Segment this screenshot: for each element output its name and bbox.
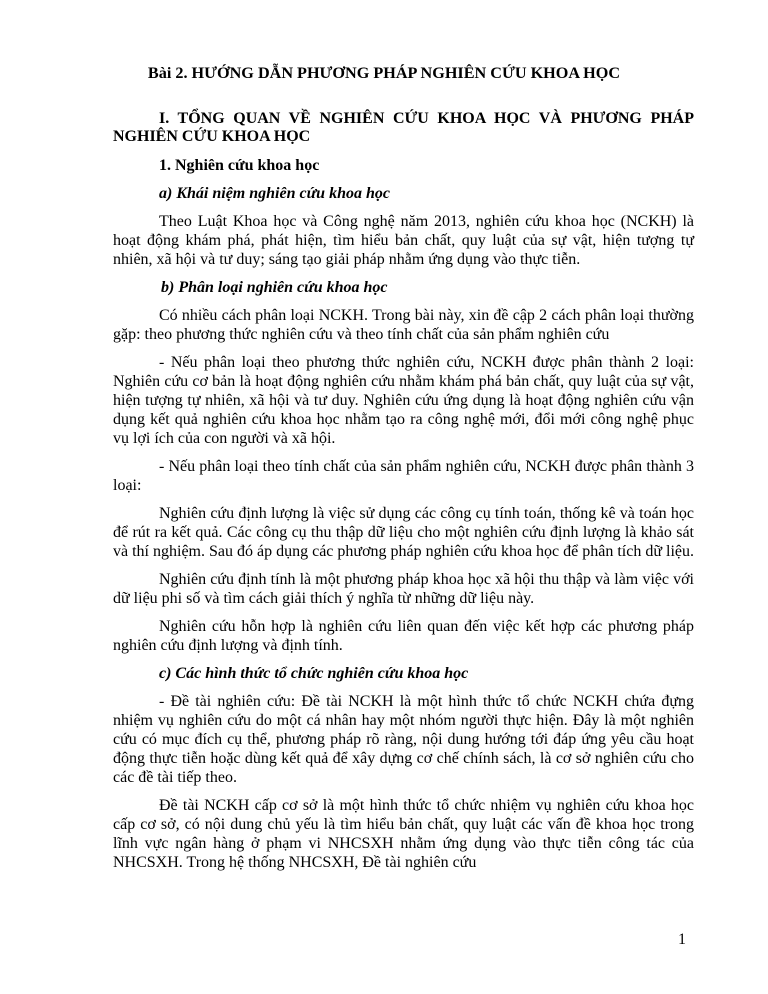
paragraph-b1: Có nhiều cách phân loại NCKH. Trong bài này, xin đề cập 2 cách phân loại thường gặp: theo phương thức nghiên cứu và theo tính chất của sản phẩm nghiên cứu [113, 307, 694, 343]
paragraph-b3: - Nếu phân loại theo tính chất của sản phẩm nghiên cứu, NCKH được phân thành 3 loại: [113, 458, 694, 494]
heading-c: c) Các hình thức tổ chức nghiên cứu khoa học [159, 665, 469, 682]
paragraph-b5: Nghiên cứu định tính là một phương pháp khoa học xã hội thu thập và làm việc với dữ liệu phi số và tìm cách giải thích ý nghĩa từ những dữ liệu này. [113, 571, 694, 607]
paragraph-b6: Nghiên cứu hỗn hợp là nghiên cứu liên quan đến việc kết hợp các phương pháp nghiên cứu định lượng và định tính. [113, 618, 694, 654]
paragraph-b4: Nghiên cứu định lượng là việc sử dụng các công cụ tính toán, thống kê và toán học để rút ra kết quả. Các công cụ thu thập dữ liệu cho một nghiên cứu định lượng là khảo sát và thí nghiệm. Sau đó áp dụng các phương pháp nghiên cứu khoa học để phân tích dữ liệu. [113, 505, 695, 560]
heading-a: a) Khái niệm nghiên cứu khoa học [159, 185, 390, 202]
paragraph-c1: - Đề tài nghiên cứu: Đề tài NCKH là một hình thức tổ chức NCKH chứa đựng nhiệm vụ nghiên cứu do một cá nhân hay một nhóm người thực hiện. Đây là một nghiên cứu có mục đích cụ thể, phương pháp rõ ràng, nội dung hướng tới đáp ứng yêu cầu hoạt động thực tiễn hoặc dùng kết quả để xây dựng cơ chế chính sách, là cơ sở nghiên cứu cho các đề tài tiếp theo. [113, 693, 694, 786]
paragraph-a: Theo Luật Khoa học và Công nghệ năm 2013, nghiên cứu khoa học (NCKH) là hoạt động khám phá, phát hiện, tìm hiểu bản chất, quy luật của sự vật, hiện tượng tự nhiên, xã hội và tư duy; sáng tạo giải pháp nhằm ứng dụng vào thực tiễn. [113, 213, 694, 268]
document-title: Bài 2. HƯỚNG DẪN PHƯƠNG PHÁP NGHIÊN CỨU KHOA HỌC [147, 64, 621, 82]
page-number: 1 [678, 931, 686, 948]
paragraph-b2: - Nếu phân loại theo phương thức nghiên cứu, NCKH được phân thành 2 loại: Nghiên cứu cơ bản là hoạt động nghiên cứu nhằm khám phá bản chất, quy luật của sự vật, hiện tượng tự nhiên, xã hội và tư duy. Nghiên cứu ứng dụng là hoạt động nghiên cứu vận dụng kết quả nghiên cứu khoa học nhằm tạo ra công nghệ mới, đổi mới công nghệ phục vụ lợi ích của con người và xã hội. [113, 354, 694, 447]
subsection-heading: 1. Nghiên cứu khoa học [159, 157, 320, 174]
section-heading: I. TỔNG QUAN VỀ NGHIÊN CỨU KHOA HỌC VÀ PHƯƠNG PHÁP NGHIÊN CỨU KHOA HỌC [113, 110, 694, 145]
paragraph-c2: Đề tài NCKH cấp cơ sở là một hình thức tổ chức nhiệm vụ nghiên cứu khoa học cấp cơ sở, có nội dung chủ yếu là tìm hiểu bản chất, quy luật các vấn đề khoa học trong lĩnh vực ngân hàng ở phạm vi NHCSXH nhằm ứng dụng vào thực tiễn công tác của NHCSXH. Trong hệ thống NHCSXH, Đề tài nghiên cứu [113, 797, 694, 871]
document-body [113, 110, 694, 881]
heading-b: b) Phân loại nghiên cứu khoa học [161, 279, 388, 296]
